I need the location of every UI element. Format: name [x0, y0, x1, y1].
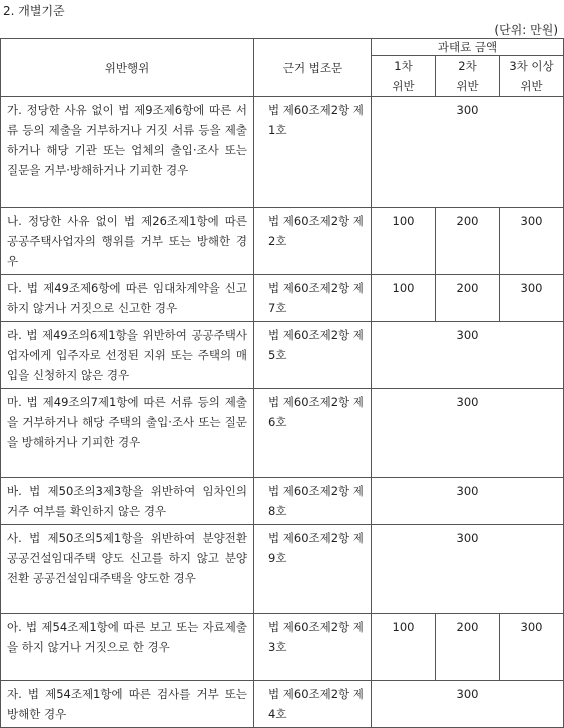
fine-table [0, 38, 564, 728]
section-heading: 2. 개별기준 [3, 4, 65, 18]
header-third-line1: 3차 이상 [509, 59, 554, 73]
header-violation: 위반행위 [1, 39, 254, 97]
amount-cell: 300 [372, 525, 564, 614]
law-cell: 법 제60조제2항 제7호 [254, 275, 372, 322]
violation-cell: 나. 정당한 사유 없이 법 제26조제1항에 따른 공공주택사업자의 행위를 거부 또는 방해한 경우 [1, 208, 254, 275]
law-cell: 법 제60조제2항 제9호 [254, 525, 372, 614]
law-cell: 법 제60조제2항 제6호 [254, 389, 372, 478]
amount-cell: 300 [372, 97, 564, 208]
amount-first-cell: 100 [372, 614, 436, 681]
violation-cell: 다. 법 제49조제6항에 따른 임대차계약을 신고하지 않거나 거짓으로 신고한 경우 [1, 275, 254, 322]
law-cell: 법 제60조제2항 제1호 [254, 97, 372, 208]
amount-cell: 300 [372, 681, 564, 728]
table-row [1, 478, 564, 525]
law-cell: 법 제60조제2항 제4호 [254, 681, 372, 728]
header-second-line1: 2차 [458, 59, 477, 73]
violation-cell: 아. 법 제54조제1항에 따른 보고 또는 자료제출을 하지 않거나 거짓으로 한 경우 [1, 614, 254, 681]
table-row [1, 97, 564, 208]
header-row [1, 39, 564, 56]
amount-first-cell: 100 [372, 275, 436, 322]
header-first-line2: 위반 [392, 79, 415, 93]
table-row [1, 208, 564, 275]
violation-cell: 라. 법 제49조의6제1항을 위반하여 공공주택사업자에게 입주자로 선정된 지위 또는 주택의 매입을 신청하지 않은 경우 [1, 322, 254, 389]
amount-third-cell: 300 [500, 208, 564, 275]
amount-second-cell: 200 [436, 614, 500, 681]
table-row [1, 275, 564, 322]
table-row [1, 389, 564, 478]
law-cell: 법 제60조제2항 제8호 [254, 478, 372, 525]
header-third-line2: 위반 [520, 79, 543, 93]
amount-first-cell: 100 [372, 208, 436, 275]
header-third [500, 56, 564, 97]
amount-cell: 300 [372, 322, 564, 389]
amount-cell: 300 [372, 478, 564, 525]
amount-third-cell: 300 [500, 614, 564, 681]
violation-cell: 자. 법 제54조제1항에 따른 검사를 거부 또는 방해한 경우 [1, 681, 254, 728]
table-row [1, 322, 564, 389]
law-cell: 법 제60조제2항 제3호 [254, 614, 372, 681]
unit-note: (단위: 만원) [494, 23, 558, 37]
violation-cell: 사. 법 제50조의5제1항을 위반하여 분양전환 공공건설임대주택 양도 신고를 하지 않고 분양전환 공공건설임대주택을 양도한 경우 [1, 525, 254, 614]
amount-cell: 300 [372, 389, 564, 478]
violation-cell: 가. 정당한 사유 없이 법 제9조제6항에 따른 서류 등의 제출을 거부하거나 거짓 서류 등을 제출하거나 해당 기관 또는 업체의 출입·조사 또는 질문을 거부·방해하거나 기피한 경우 [1, 97, 254, 208]
table-row [1, 681, 564, 728]
header-second-line2: 위반 [456, 79, 479, 93]
violation-cell: 바. 법 제50조의3제3항을 위반하여 임차인의 거주 여부를 확인하지 않은 경우 [1, 478, 254, 525]
law-cell: 법 제60조제2항 제2호 [254, 208, 372, 275]
violation-cell: 마. 법 제49조의7제1항에 따른 서류 등의 제출을 거부하거나 해당 주택의 출입·조사 또는 질문을 방해하거나 기피한 경우 [1, 389, 254, 478]
header-first-line1: 1차 [394, 59, 413, 73]
amount-second-cell: 200 [436, 275, 500, 322]
header-law: 근거 법조문 [254, 39, 372, 97]
amount-third-cell: 300 [500, 275, 564, 322]
amount-second-cell: 200 [436, 208, 500, 275]
header-amount: 과태료 금액 [372, 39, 564, 56]
table-row [1, 525, 564, 614]
header-second [436, 56, 500, 97]
table-row [1, 614, 564, 681]
header-first [372, 56, 436, 97]
law-cell: 법 제60조제2항 제5호 [254, 322, 372, 389]
